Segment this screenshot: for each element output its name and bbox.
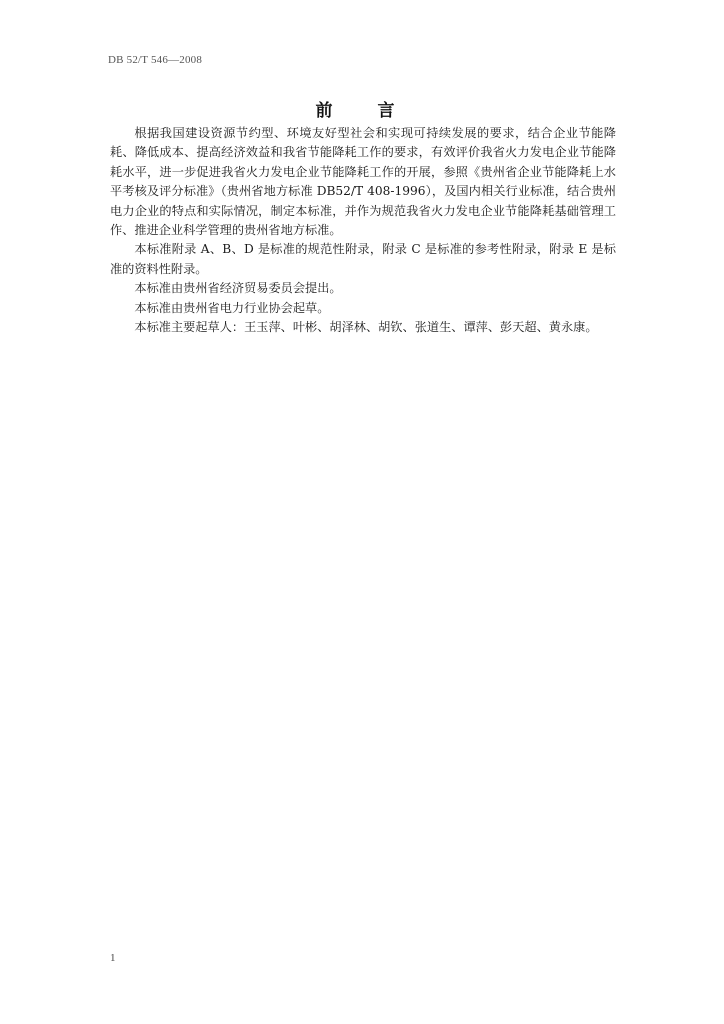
page-title: 前 言 [315, 101, 409, 121]
paragraph-drafting-staff: 本标准主要起草人：王玉萍、叶彬、胡泽林、胡钦、张道生、谭萍、彭天超、黄永康。 [134, 320, 598, 335]
paragraph-drafter: 本标准由贵州省电力行业协会起草。 [134, 300, 330, 315]
page-number: 1 [110, 952, 116, 964]
paragraph-appendices: 本标准附录 A、B、D 是标准的规范性附录，附录 C 是标准的参考性附录，附录 E 是标准的资料性附录。 [110, 242, 616, 276]
standard-code-header: DB 52/T 546—2008 [108, 54, 203, 66]
foreword-body [110, 124, 616, 337]
paragraph-proposer: 本标准由贵州省经济贸易委员会提出。 [134, 281, 342, 296]
paragraph-background: 根据我国建设资源节约型、环境友好型社会和实现可持续发展的要求，结合企业节能降耗、降低成本、提高经济效益和我省节能降耗工作的要求，有效评价我省火力发电企业节能降耗水平，进一步促进我省火力发电企业节能降耗工作的开展，参照《贵州省企业节能降耗上水平考核及评分标准》（贵州省地方标准 DB52/T 408-1996），及国内相关行业标准，结合贵州电力企业的特点和实际情况，制定本标准，并作为规范我省火力发电企业节能降耗基础管理工作、推进企业科学管理的贵州省地方标准。 [110, 126, 616, 238]
